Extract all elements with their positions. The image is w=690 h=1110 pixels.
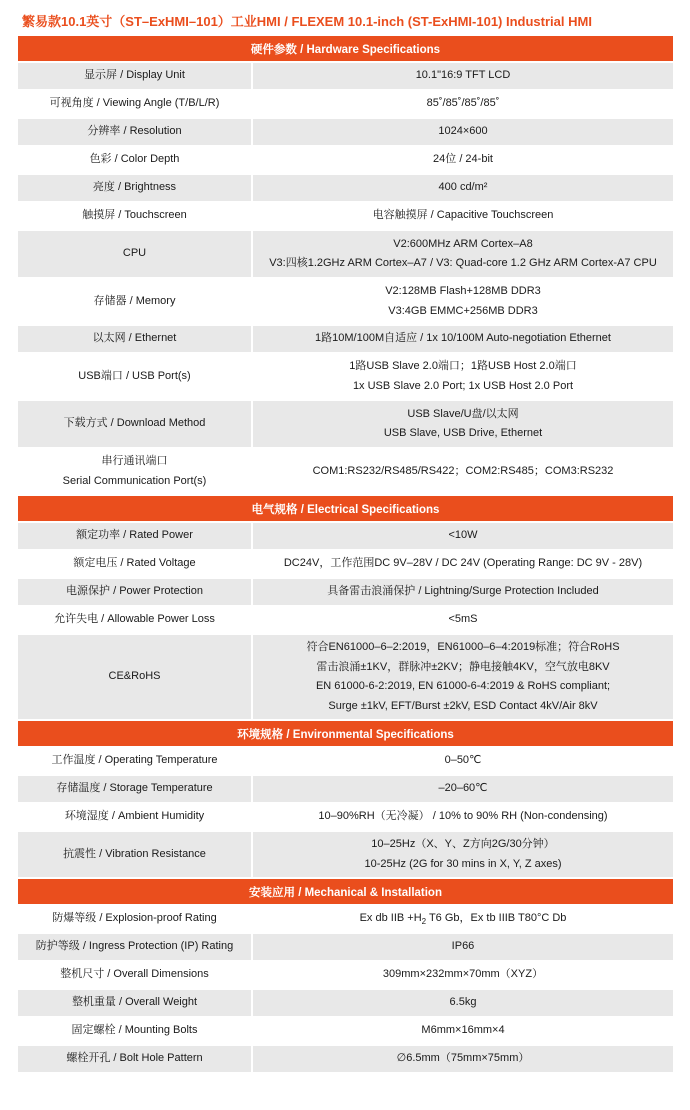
spec-label: 额定电压 / Rated Voltage xyxy=(18,551,251,577)
spec-label: 防爆等级 / Explosion-proof Rating xyxy=(18,906,251,932)
section-header-electrical: 电气规格 / Electrical Specifications xyxy=(18,496,673,521)
spec-label: 以太网 / Ethernet xyxy=(18,326,251,352)
spec-label: 下载方式 / Download Method xyxy=(18,401,251,447)
spec-value: 10–90%RH（无冷凝） / 10% to 90% RH (Non-condensing) xyxy=(253,804,673,830)
spec-label: 额定功率 / Rated Power xyxy=(18,523,251,549)
spec-label: 环境湿度 / Ambient Humidity xyxy=(18,804,251,830)
spec-value: IP66 xyxy=(253,934,673,960)
section-header-mechanical: 安装应用 / Mechanical & Installation xyxy=(18,879,673,904)
spec-row-rated-voltage xyxy=(18,551,673,577)
spec-row-ce-rohs xyxy=(18,635,673,719)
spec-row-resolution xyxy=(18,119,673,145)
spec-label: CE&RoHS xyxy=(18,635,251,719)
spec-value-line: USB Slave/U盘/以太网 xyxy=(407,407,519,420)
spec-row-operating-temp xyxy=(18,748,673,774)
spec-value-subscript: 2 xyxy=(421,917,427,927)
spec-value-line: 雷击浪涌±1KV，群脉冲±2KV；静电接触4KV，空气放电8KV xyxy=(316,660,610,673)
page-title: 繁易款10.1英寸（ST–ExHMI–101）工业HMI / FLEXEM 10.1-inch (ST-ExHMI-101) Industrial HMI xyxy=(22,14,592,29)
spec-value: 1024×600 xyxy=(253,119,673,145)
spec-value: 1路10M/100M自适应 / 1x 10/100M Auto-negotiation Ethernet xyxy=(253,326,673,352)
spec-label: 亮度 / Brightness xyxy=(18,175,251,201)
spec-row-viewing-angle xyxy=(18,91,673,117)
spec-value-line: V3:四核1.2GHz ARM Cortex–A7 / V3: Quad-core 1.2 GHz ARM Cortex-A7 CPU xyxy=(269,257,657,269)
spec-value-line: V2:600MHz ARM Cortex–A8 xyxy=(393,237,533,250)
spec-value xyxy=(253,832,673,877)
spec-label: 存储温度 / Storage Temperature xyxy=(18,776,251,802)
spec-value xyxy=(253,279,673,324)
spec-row-serial-ports xyxy=(18,449,673,494)
spec-value xyxy=(253,354,673,399)
spec-value-part: T6 Gb，Ex tb IIIB T80°C Db xyxy=(426,912,567,925)
spec-label: CPU xyxy=(18,231,251,277)
spec-value-line: EN 61000-6-2:2019, EN 61000-6-4:2019 & RoHS compliant; xyxy=(315,680,611,692)
spec-value: 400 cd/m² xyxy=(253,175,673,201)
spec-value-line: V2:128MB Flash+128MB DDR3 xyxy=(385,285,541,297)
spec-label: 整机重量 / Overall Weight xyxy=(18,990,251,1016)
spec-label: 分辨率 / Resolution xyxy=(18,119,251,145)
spec-row-explosion-proof xyxy=(18,906,673,932)
spec-value: 电容触摸屏 / Capacitive Touchscreen xyxy=(253,203,673,229)
spec-value xyxy=(253,635,673,719)
spec-value: 10.1"16:9 TFT LCD xyxy=(253,63,673,89)
spec-value: 具备雷击浪涌保护 / Lightning/Surge Protection Included xyxy=(253,579,673,605)
spec-value-line: 1x USB Slave 2.0 Port; 1x USB Host 2.0 Port xyxy=(352,379,574,392)
spec-label: 可视角度 / Viewing Angle (T/B/L/R) xyxy=(18,91,251,117)
spec-row-cpu xyxy=(18,231,673,277)
spec-value: 0–50℃ xyxy=(253,748,673,774)
spec-row-download-method xyxy=(18,401,673,447)
spec-value: <5mS xyxy=(253,607,673,633)
spec-row-rated-power xyxy=(18,523,673,549)
spec-label: 防护等级 / Ingress Protection (IP) Rating xyxy=(18,934,251,960)
spec-row-touchscreen xyxy=(18,203,673,229)
spec-value: –20–60℃ xyxy=(253,776,673,802)
spec-value: DC24V，工作范围DC 9V–28V / DC 24V (Operating Range: DC 9V - 28V) xyxy=(253,551,673,577)
spec-label: 工作温度 / Operating Temperature xyxy=(18,748,251,774)
spec-label: 固定螺栓 / Mounting Bolts xyxy=(18,1018,251,1044)
spec-row-brightness xyxy=(18,175,673,201)
spec-value: ∅6.5mm（75mm×75mm） xyxy=(253,1046,673,1072)
spec-label: 显示屏 / Display Unit xyxy=(18,63,251,89)
spec-value xyxy=(253,401,673,447)
spec-label: 抗震性 / Vibration Resistance xyxy=(18,832,251,877)
spec-row-storage-temp xyxy=(18,776,673,802)
spec-value: 309mm×232mm×70mm（XYZ） xyxy=(253,962,673,988)
spec-value: <10W xyxy=(253,523,673,549)
spec-value: COM1:RS232/RS485/RS422；COM2:RS485；COM3:RS232 xyxy=(253,449,673,494)
spec-row-color-depth xyxy=(18,147,673,173)
spec-label: 存储器 / Memory xyxy=(18,279,251,324)
spec-row-mounting-bolts xyxy=(18,1018,673,1044)
section-header-environmental: 环境规格 / Environmental Specifications xyxy=(18,721,673,746)
spec-value: 85˚/85˚/85˚/85˚ xyxy=(253,91,673,117)
spec-value-part: Ex db IIB +H xyxy=(359,912,422,925)
spec-row-usb-ports xyxy=(18,354,673,399)
spec-row-display xyxy=(18,63,673,89)
spec-value: 6.5kg xyxy=(253,990,673,1016)
spec-label: USB端口 / USB Port(s) xyxy=(18,354,251,399)
spec-table xyxy=(18,36,673,1074)
spec-value-line: USB Slave, USB Drive, Ethernet xyxy=(383,427,543,439)
spec-label: 电源保护 / Power Protection xyxy=(18,579,251,605)
spec-label: 色彩 / Color Depth xyxy=(18,147,251,173)
spec-value xyxy=(253,906,673,932)
spec-row-ethernet xyxy=(18,326,673,352)
spec-row-dimensions xyxy=(18,962,673,988)
spec-label: 触摸屏 / Touchscreen xyxy=(18,203,251,229)
spec-value: M6mm×16mm×4 xyxy=(253,1018,673,1044)
spec-value-line: 10–25Hz（X、Y、Z方向2G/30分钟） xyxy=(371,838,555,850)
spec-label: 螺栓开孔 / Bolt Hole Pattern xyxy=(18,1046,251,1072)
spec-value xyxy=(253,231,673,277)
spec-value-line: 1路USB Slave 2.0端口；1路USB Host 2.0端口 xyxy=(349,360,577,372)
spec-row-weight xyxy=(18,990,673,1016)
spec-label: 整机尺寸 / Overall Dimensions xyxy=(18,962,251,988)
section-header-hardware: 硬件参数 / Hardware Specifications xyxy=(18,36,673,61)
spec-row-power-loss xyxy=(18,607,673,633)
spec-row-humidity xyxy=(18,804,673,830)
spec-value-line: 符合EN61000–6–2:2019，EN61000–6–4:2019标准；符合RoHS xyxy=(306,641,620,653)
spec-value-line: 10-25Hz (2G for 30 mins in X, Y, Z axes) xyxy=(364,857,562,870)
spec-row-ip-rating xyxy=(18,934,673,960)
spec-label: 允许失电 / Allowable Power Loss xyxy=(18,607,251,633)
spec-value: 24位 / 24-bit xyxy=(253,147,673,173)
spec-label xyxy=(18,449,251,494)
spec-row-bolt-hole-pattern xyxy=(18,1046,673,1072)
spec-row-power-protection xyxy=(18,579,673,605)
spec-label-line: Serial Communication Port(s) xyxy=(62,474,207,487)
spec-label-line: 串行通讯端口 xyxy=(101,455,168,467)
spec-value-line: V3:4GB EMMC+256MB DDR3 xyxy=(388,304,538,317)
spec-row-vibration xyxy=(18,832,673,877)
spec-value-line: Surge ±1kV, EFT/Burst ±2kV, ESD Contact 4kV/Air 8kV xyxy=(328,699,598,712)
spec-value-line xyxy=(360,909,567,929)
spec-row-memory xyxy=(18,279,673,324)
